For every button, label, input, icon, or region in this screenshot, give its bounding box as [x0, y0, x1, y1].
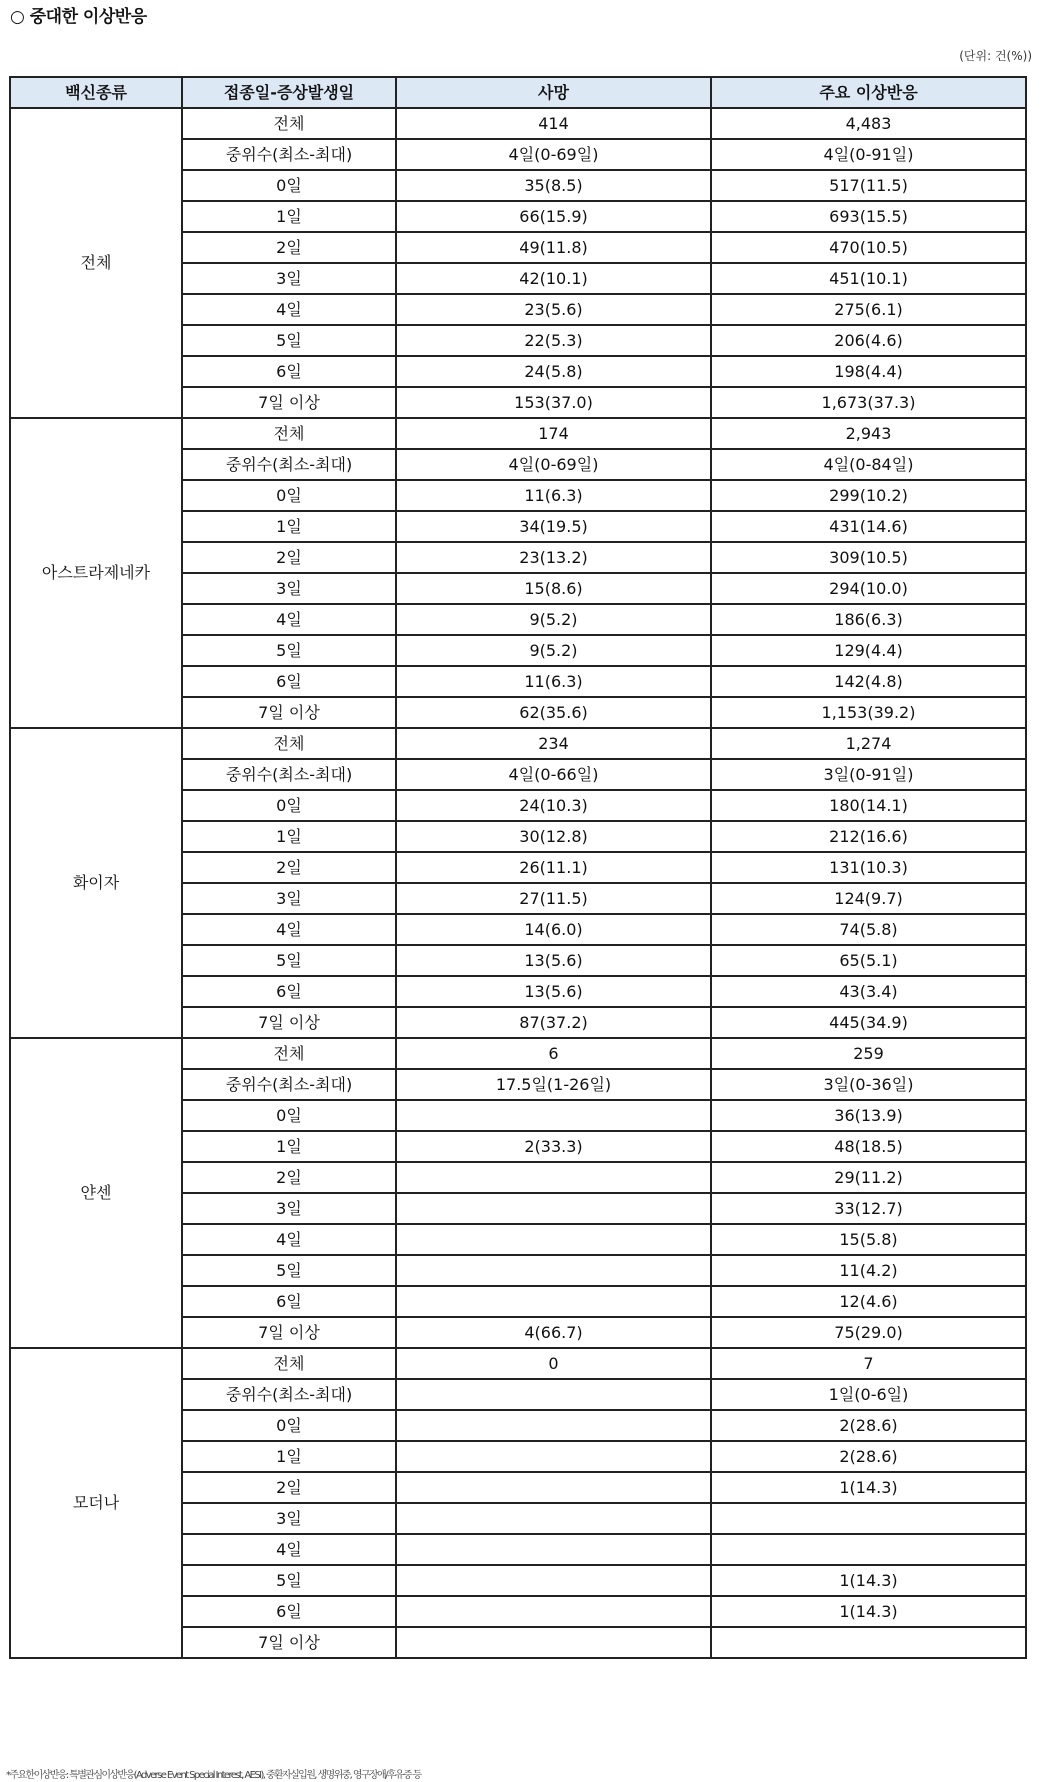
death-cell: 4일(0-69일)	[396, 139, 711, 170]
death-cell: 174	[396, 418, 711, 449]
major-reaction-cell: 259	[711, 1038, 1026, 1069]
interval-cell: 0일	[182, 1410, 396, 1441]
section-title: ○ 중대한 이상반응	[10, 7, 147, 27]
major-reaction-cell: 131(10.3)	[711, 852, 1026, 883]
death-cell: 42(10.1)	[396, 263, 711, 294]
table-row	[10, 1038, 1026, 1069]
major-reaction-cell: 1(14.3)	[711, 1596, 1026, 1627]
major-reaction-cell: 517(11.5)	[711, 170, 1026, 201]
interval-cell: 전체	[182, 1348, 396, 1379]
interval-cell: 3일	[182, 1503, 396, 1534]
major-reaction-cell: 1,153(39.2)	[711, 697, 1026, 728]
interval-cell: 2일	[182, 232, 396, 263]
death-cell: 4일(0-66일)	[396, 759, 711, 790]
table-body	[10, 108, 1026, 1658]
major-reaction-cell: 48(18.5)	[711, 1131, 1026, 1162]
major-reaction-cell: 1,673(37.3)	[711, 387, 1026, 418]
interval-cell: 4일	[182, 1534, 396, 1565]
interval-cell: 중위수(최소-최대)	[182, 759, 396, 790]
death-cell	[396, 1224, 711, 1255]
major-reaction-cell: 12(4.6)	[711, 1286, 1026, 1317]
interval-cell: 4일	[182, 294, 396, 325]
death-cell: 15(8.6)	[396, 573, 711, 604]
death-cell: 14(6.0)	[396, 914, 711, 945]
vaccine-type-cell: 모더나	[10, 1348, 182, 1658]
death-cell: 414	[396, 108, 711, 139]
death-cell: 4(66.7)	[396, 1317, 711, 1348]
death-cell: 62(35.6)	[396, 697, 711, 728]
death-cell: 9(5.2)	[396, 604, 711, 635]
death-cell: 153(37.0)	[396, 387, 711, 418]
header-major-reaction: 주요 이상반응	[711, 77, 1026, 108]
interval-cell: 7일 이상	[182, 1007, 396, 1038]
major-reaction-cell: 309(10.5)	[711, 542, 1026, 573]
table-row	[10, 728, 1026, 759]
interval-cell: 6일	[182, 976, 396, 1007]
major-reaction-cell: 1일(0-6일)	[711, 1379, 1026, 1410]
interval-cell: 2일	[182, 542, 396, 573]
interval-cell: 3일	[182, 263, 396, 294]
major-reaction-cell: 33(12.7)	[711, 1193, 1026, 1224]
major-reaction-cell: 1(14.3)	[711, 1472, 1026, 1503]
death-cell	[396, 1193, 711, 1224]
major-reaction-cell: 74(5.8)	[711, 914, 1026, 945]
death-cell	[396, 1472, 711, 1503]
table-row	[10, 1348, 1026, 1379]
interval-cell: 7일 이상	[182, 1627, 396, 1658]
interval-cell: 전체	[182, 728, 396, 759]
death-cell: 23(13.2)	[396, 542, 711, 573]
major-reaction-cell: 294(10.0)	[711, 573, 1026, 604]
death-cell: 11(6.3)	[396, 666, 711, 697]
major-reaction-cell: 431(14.6)	[711, 511, 1026, 542]
interval-cell: 3일	[182, 883, 396, 914]
interval-cell: 중위수(최소-최대)	[182, 139, 396, 170]
interval-cell: 2일	[182, 1162, 396, 1193]
interval-cell: 6일	[182, 1596, 396, 1627]
interval-cell: 4일	[182, 604, 396, 635]
death-cell: 24(5.8)	[396, 356, 711, 387]
major-reaction-cell: 15(5.8)	[711, 1224, 1026, 1255]
interval-cell: 중위수(최소-최대)	[182, 449, 396, 480]
major-reaction-cell: 470(10.5)	[711, 232, 1026, 263]
major-reaction-cell: 2(28.6)	[711, 1441, 1026, 1472]
interval-cell: 4일	[182, 1224, 396, 1255]
interval-cell: 3일	[182, 573, 396, 604]
interval-cell: 0일	[182, 480, 396, 511]
interval-cell: 5일	[182, 1565, 396, 1596]
interval-cell: 5일	[182, 1255, 396, 1286]
interval-cell: 중위수(최소-최대)	[182, 1069, 396, 1100]
interval-cell: 5일	[182, 945, 396, 976]
major-reaction-cell: 1(14.3)	[711, 1565, 1026, 1596]
interval-cell: 7일 이상	[182, 1317, 396, 1348]
major-reaction-cell: 65(5.1)	[711, 945, 1026, 976]
adverse-reaction-table	[9, 76, 1027, 1659]
interval-cell: 1일	[182, 821, 396, 852]
interval-cell: 7일 이상	[182, 387, 396, 418]
death-cell	[396, 1255, 711, 1286]
header-row	[10, 77, 1026, 108]
death-cell: 13(5.6)	[396, 976, 711, 1007]
interval-cell: 5일	[182, 635, 396, 666]
major-reaction-cell: 4,483	[711, 108, 1026, 139]
major-reaction-cell: 180(14.1)	[711, 790, 1026, 821]
death-cell: 24(10.3)	[396, 790, 711, 821]
death-cell	[396, 1410, 711, 1441]
vaccine-type-cell: 아스트라제네카	[10, 418, 182, 728]
death-cell	[396, 1286, 711, 1317]
death-cell	[396, 1503, 711, 1534]
major-reaction-cell: 4일(0-91일)	[711, 139, 1026, 170]
interval-cell: 2일	[182, 1472, 396, 1503]
death-cell: 26(11.1)	[396, 852, 711, 883]
death-cell: 0	[396, 1348, 711, 1379]
header-death: 사망	[396, 77, 711, 108]
death-cell	[396, 1100, 711, 1131]
interval-cell: 0일	[182, 790, 396, 821]
interval-cell: 6일	[182, 666, 396, 697]
death-cell: 87(37.2)	[396, 1007, 711, 1038]
death-cell	[396, 1162, 711, 1193]
major-reaction-cell: 299(10.2)	[711, 480, 1026, 511]
interval-cell: 5일	[182, 325, 396, 356]
interval-cell: 전체	[182, 418, 396, 449]
death-cell	[396, 1565, 711, 1596]
major-reaction-cell: 186(6.3)	[711, 604, 1026, 635]
major-reaction-cell: 142(4.8)	[711, 666, 1026, 697]
death-cell: 13(5.6)	[396, 945, 711, 976]
major-reaction-cell: 2,943	[711, 418, 1026, 449]
major-reaction-cell: 43(3.4)	[711, 976, 1026, 1007]
major-reaction-cell: 445(34.9)	[711, 1007, 1026, 1038]
major-reaction-cell: 36(13.9)	[711, 1100, 1026, 1131]
major-reaction-cell: 693(15.5)	[711, 201, 1026, 232]
major-reaction-cell: 7	[711, 1348, 1026, 1379]
death-cell: 23(5.6)	[396, 294, 711, 325]
header-vaccine-type: 백신종류	[10, 77, 182, 108]
major-reaction-cell: 124(9.7)	[711, 883, 1026, 914]
death-cell	[396, 1379, 711, 1410]
major-reaction-cell: 198(4.4)	[711, 356, 1026, 387]
interval-cell: 전체	[182, 108, 396, 139]
interval-cell: 전체	[182, 1038, 396, 1069]
interval-cell: 1일	[182, 511, 396, 542]
death-cell: 30(12.8)	[396, 821, 711, 852]
major-reaction-cell: 3일(0-91일)	[711, 759, 1026, 790]
death-cell	[396, 1627, 711, 1658]
interval-cell: 2일	[182, 852, 396, 883]
interval-cell: 7일 이상	[182, 697, 396, 728]
death-cell: 2(33.3)	[396, 1131, 711, 1162]
death-cell	[396, 1441, 711, 1472]
major-reaction-cell: 2(28.6)	[711, 1410, 1026, 1441]
vaccine-type-cell: 얀센	[10, 1038, 182, 1348]
interval-cell: 6일	[182, 1286, 396, 1317]
major-reaction-cell	[711, 1503, 1026, 1534]
header-interval: 접종일-증상발생일	[182, 77, 396, 108]
major-reaction-cell: 206(4.6)	[711, 325, 1026, 356]
death-cell: 22(5.3)	[396, 325, 711, 356]
interval-cell: 3일	[182, 1193, 396, 1224]
death-cell: 9(5.2)	[396, 635, 711, 666]
vaccine-type-cell: 화이자	[10, 728, 182, 1038]
death-cell	[396, 1596, 711, 1627]
table-row	[10, 418, 1026, 449]
death-cell	[396, 1534, 711, 1565]
major-reaction-cell	[711, 1534, 1026, 1565]
interval-cell: 1일	[182, 1131, 396, 1162]
death-cell: 11(6.3)	[396, 480, 711, 511]
major-reaction-cell: 75(29.0)	[711, 1317, 1026, 1348]
interval-cell: 1일	[182, 1441, 396, 1472]
major-reaction-cell: 1,274	[711, 728, 1026, 759]
interval-cell: 0일	[182, 170, 396, 201]
death-cell: 234	[396, 728, 711, 759]
interval-cell: 4일	[182, 914, 396, 945]
major-reaction-cell: 4일(0-84일)	[711, 449, 1026, 480]
interval-cell: 0일	[182, 1100, 396, 1131]
major-reaction-cell: 129(4.4)	[711, 635, 1026, 666]
major-reaction-cell: 275(6.1)	[711, 294, 1026, 325]
death-cell: 66(15.9)	[396, 201, 711, 232]
death-cell: 27(11.5)	[396, 883, 711, 914]
major-reaction-cell	[711, 1627, 1026, 1658]
death-cell: 35(8.5)	[396, 170, 711, 201]
death-cell: 6	[396, 1038, 711, 1069]
interval-cell: 중위수(최소-최대)	[182, 1379, 396, 1410]
major-reaction-cell: 3일(0-36일)	[711, 1069, 1026, 1100]
interval-cell: 1일	[182, 201, 396, 232]
death-cell: 34(19.5)	[396, 511, 711, 542]
footnote: *주요한이상반응: 특별관심이상반응(Adverse Event Special Interest, AESI), 중환자실입원, 생명위중, 영구장애/후유증 등	[6, 1770, 421, 1781]
major-reaction-cell: 451(10.1)	[711, 263, 1026, 294]
unit-note: (단위: 건(%))	[959, 49, 1032, 63]
death-cell: 49(11.8)	[396, 232, 711, 263]
table-row	[10, 108, 1026, 139]
death-cell: 17.5일(1-26일)	[396, 1069, 711, 1100]
major-reaction-cell: 11(4.2)	[711, 1255, 1026, 1286]
major-reaction-cell: 212(16.6)	[711, 821, 1026, 852]
major-reaction-cell: 29(11.2)	[711, 1162, 1026, 1193]
death-cell: 4일(0-69일)	[396, 449, 711, 480]
vaccine-type-cell: 전체	[10, 108, 182, 418]
interval-cell: 6일	[182, 356, 396, 387]
